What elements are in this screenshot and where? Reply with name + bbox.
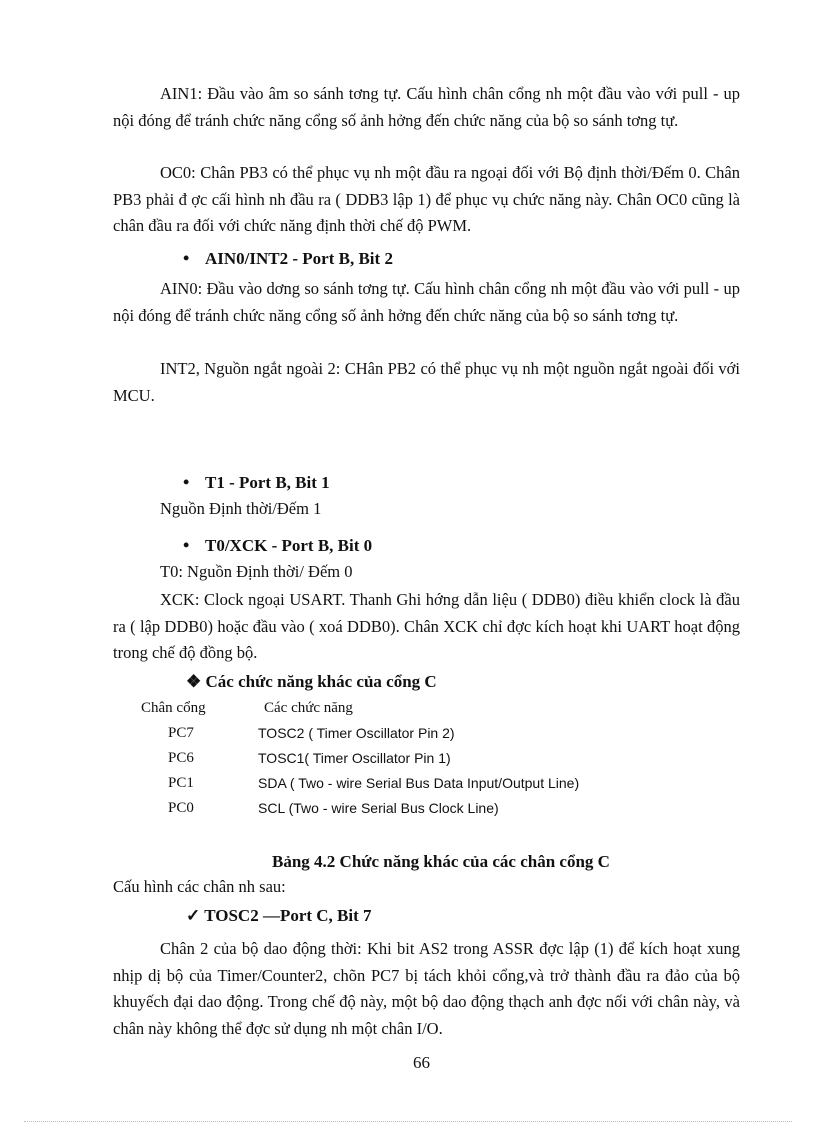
checkmark-icon: ✓ [186, 906, 201, 925]
paragraph-ain0: AIN0: Đầu vào dơng so sánh tơng tự. Cấu hình chân cổng nh một đầu vào với pull - up nội đóng để tránh chức năng cổng số ảnh hởng đến chức năng của bộ so sánh tơng tự. [113, 279, 740, 325]
bullet-t0-xck [183, 535, 372, 556]
bullet-ain0-int2 [183, 248, 393, 269]
table-cell-pin: PC7 [168, 725, 194, 741]
paragraph-oc0: OC0: Chân PB3 có thể phục vụ nh một đầu ra ngoại đối với Bộ định thời/Đếm 0. Chân PB3 phải đ ợc cấi hình nh đầu ra ( DDB3 lập 1) để phục vụ chức năng này. Chân OC0 cũng là chân đầu ra đối với chức năng định thời chế độ PWM. [113, 163, 740, 235]
page-bottom-divider [24, 1121, 792, 1122]
paragraph-int2: INT2, Nguồn ngắt ngoài 2: CHân PB2 có thể phục vụ nh một nguồn ngắt ngoài đối với MCU. [113, 359, 740, 405]
table-cell-func: SDA ( Two - wire Serial Bus Data Input/Output Line) [258, 775, 580, 791]
table-cell-func: TOSC2 ( Timer Oscillator Pin 2) [258, 725, 455, 741]
table-cell-pin: PC0 [168, 800, 194, 816]
bullet-t1 [183, 472, 330, 493]
table-header-func: Các chức năng [264, 700, 353, 716]
page-number: 66 [413, 1053, 430, 1072]
bullet-ain0-int2-label: AIN0/INT2 - Port B, Bit 2 [205, 249, 393, 268]
paragraph-t0-desc: T0: Nguồn Định thời/ Đếm 0 [160, 562, 353, 581]
section-title-label: Các chức năng khác của cổng C [205, 672, 437, 691]
table-cell-func: SCL (Two - wire Serial Bus Clock Line) [258, 800, 499, 816]
paragraph-t1-desc: Nguồn Định thời/Đếm 1 [160, 499, 322, 518]
bullet-t1-label: T1 - Port B, Bit 1 [205, 473, 330, 492]
section-title [186, 672, 437, 692]
table-cell-pin: PC6 [168, 750, 194, 766]
paragraph-tosc2: Chân 2 của bộ dao động thời: Khi bit AS2 trong ASSR đợc lập (1) để kích hoạt xung nhịp dị bộ của Timer/Counter2, chõn PC7 bị tách khỏi cổng,và trở thành đầu ra đảo của bộ khuyếch đại dao động. Trong chế độ này, một bộ dao động thạch anh đợc nối với chân này, và chân này không thể đợc sử dụng nh một chân I/O. [113, 939, 740, 1038]
check-item-label: TOSC2 —Port C, Bit 7 [204, 906, 372, 925]
paragraph-ain1: AIN1: Đầu vào âm so sánh tơng tự. Cấu hình chân cổng nh một đầu vào với pull - up nội đóng để tránh chức năng cổng số ảnh hởng đến chức năng của bộ so sánh tơng tự. [113, 84, 740, 130]
diamond-icon: ❖ [186, 672, 202, 691]
paragraph-config: Cấu hình các chân nh sau: [113, 877, 286, 896]
bullet-icon: • [183, 535, 190, 555]
table-caption: Bảng 4.2 Chức năng khác của các chân cổng C [272, 852, 610, 871]
paragraph-xck: XCK: Clock ngoại USART. Thanh Ghi hớng dẫn liệu ( DDB0) điều khiển clock là đầu ra ( lập DDB0) hoặc đầu vào ( xoá DDB0). Chân XCK chỉ đợc kích hoạt khi UART hoạt động trong chế độ đồng bộ. [113, 590, 740, 662]
bullet-icon: • [183, 472, 190, 492]
table-cell-pin: PC1 [168, 775, 194, 791]
bullet-icon: • [183, 248, 190, 268]
table-cell-func: TOSC1( Timer Oscillator Pin 1) [258, 750, 451, 766]
bullet-t0-xck-label: T0/XCK - Port B, Bit 0 [205, 536, 373, 555]
table-header-pin: Chân cổng [141, 700, 206, 716]
check-item-tosc2 [186, 906, 372, 926]
